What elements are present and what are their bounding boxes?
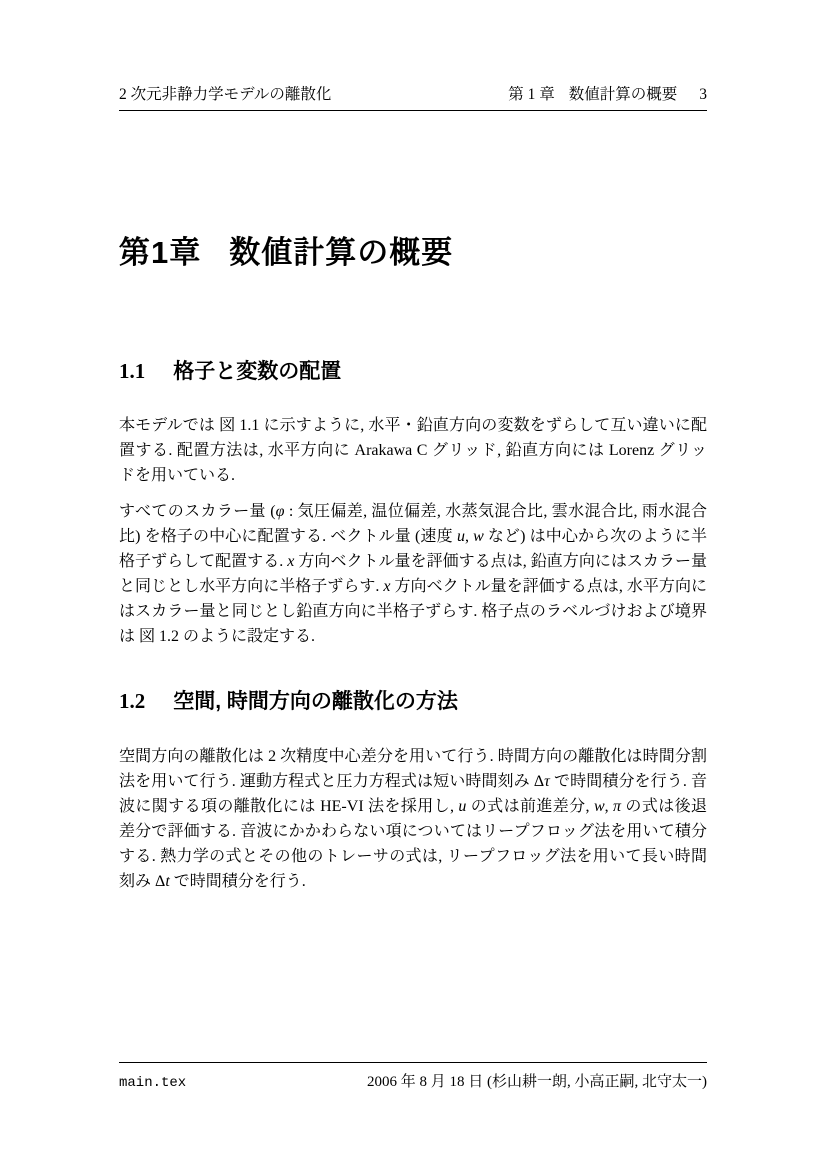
section-title: 空間, 時間方向の離散化の方法 bbox=[173, 690, 458, 714]
running-header bbox=[119, 82, 707, 111]
section-number: 1.2 bbox=[119, 689, 146, 714]
section-number: 1.1 bbox=[119, 359, 146, 384]
running-header-chapter-title: 数値計算の概要 bbox=[568, 86, 678, 103]
chapter-title: 数値計算の概要 bbox=[229, 234, 454, 270]
text-run: , bbox=[604, 798, 614, 815]
section-heading-1-2 bbox=[119, 685, 707, 715]
body-paragraph bbox=[119, 413, 707, 488]
running-header-right-group bbox=[508, 82, 707, 104]
page-number: 3 bbox=[699, 86, 707, 103]
running-header-chapter-label: 第 1 章 bbox=[508, 86, 555, 103]
math-run: φ bbox=[275, 503, 285, 520]
math-run: x bbox=[287, 553, 295, 570]
text-run: など) は中心から次のように半格子ずらして配置する. bbox=[119, 528, 707, 570]
footer-date-authors: 2006 年 8 月 18 日 (杉山耕一朗, 小高正嗣, 北守太一) bbox=[367, 1074, 707, 1090]
text-run: の式は後退差分で評価する. 音波にかかわらない項についてはリープフロッグ法を用いて積分する. 熱力学の式とその他のトレーサの式は, リープフロッグ法を用いて長い時間刻み bbox=[119, 798, 707, 890]
text-run: 方向ベクトル量を評価する点は, 水平方向にはスカラー量と同じとし鉛直方向に半格子ずらす. 格子点のラベルづけおよび境界は 図 1.2 のように設定する. bbox=[119, 578, 707, 645]
text-run: Δ bbox=[155, 873, 166, 890]
chapter-number: 第1章 bbox=[119, 234, 202, 270]
body-paragraph bbox=[119, 744, 707, 894]
text-run: で時間積分を行う. 音波に関する項の離散化には HE-VI 法を採用し, bbox=[119, 773, 707, 815]
math-run: t bbox=[165, 873, 170, 890]
text-run: 空間方向の離散化は 2 次精度中心差分を用いて行う. 時間方向の離散化は時間分割法を用いて行う. 運動方程式と圧力方程式は短い時間刻み bbox=[119, 748, 707, 790]
text-run: , bbox=[464, 528, 474, 545]
math-run: x bbox=[383, 578, 391, 595]
math-run: π bbox=[613, 798, 622, 815]
body-paragraph bbox=[119, 499, 707, 649]
text-run: 方向ベクトル量を評価する点は, 鉛直方向にはスカラー量と同じとし水平方向に半格子ずらす. bbox=[119, 553, 707, 595]
text-run: 本モデルでは 図 1.1 に示すように, 水平・鉛直方向の変数をずらして互い違いに配置する. 配置方法は, 水平方向に Arakawa C グリッド, 鉛直方向には Lorenz グリッドを用いている. bbox=[119, 417, 707, 484]
math-run: w bbox=[593, 798, 605, 815]
running-header-left-title: 2 次元非静力学モデルの離散化 bbox=[119, 86, 332, 103]
section-heading-1-1 bbox=[119, 355, 707, 385]
text-run: で時間積分を行う. bbox=[169, 873, 306, 890]
section-title: 格子と変数の配置 bbox=[173, 360, 342, 384]
math-run: u bbox=[458, 798, 467, 815]
math-run: w bbox=[473, 528, 484, 545]
text-run: すべてのスカラー量 ( bbox=[119, 503, 276, 520]
text-run: Δ bbox=[533, 773, 545, 790]
math-run: u bbox=[456, 528, 465, 545]
text-run: : 気圧偏差, 温位偏差, 水蒸気混合比, 雲水混合比, 雨水混合比) を格子の中心に配置する. ベクトル量 (速度 bbox=[119, 503, 707, 545]
chapter-heading bbox=[119, 227, 707, 272]
page-footer bbox=[119, 1062, 707, 1091]
math-run: τ bbox=[544, 773, 550, 790]
text-run: の式は前進差分, bbox=[466, 798, 594, 815]
footer-filename: main.tex bbox=[119, 1075, 187, 1091]
